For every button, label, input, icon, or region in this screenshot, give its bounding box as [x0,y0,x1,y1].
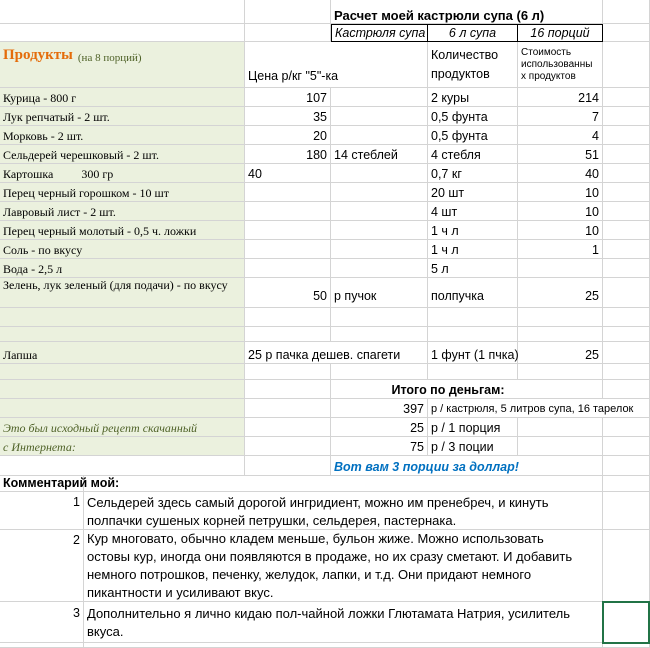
ingredient-price[interactable]: 35 [245,107,331,126]
ingredient-price[interactable]: 107 [245,88,331,107]
cell-empty[interactable] [603,24,650,42]
price-header[interactable]: Цена р/кг "5"-ка [245,42,428,88]
cell-empty[interactable] [518,327,603,342]
comment-number[interactable]: 2 [0,530,84,602]
cost-header-line1: Стоимость [521,46,572,58]
ingredient-price[interactable] [245,183,331,202]
cell-empty[interactable] [603,530,650,602]
cell-empty[interactable] [0,364,245,380]
cell-empty[interactable] [603,476,650,492]
cell-empty[interactable] [518,308,603,327]
cell-empty[interactable] [245,437,331,456]
qty-header[interactable] [428,42,518,88]
ingredient-cost[interactable]: 7 [518,107,603,126]
cell-empty[interactable] [603,364,650,380]
cell-empty[interactable] [331,364,428,380]
ingredient-cost[interactable]: 214 [518,88,603,107]
ingredient-price[interactable]: 20 [245,126,331,145]
comment-line: остовы кур, иногда они появляются в продаже, но их сразу сметают. И добавить [87,549,573,564]
comment-line: пикантности и усиливают вкус. [87,585,274,600]
total-portion-value[interactable]: 25 [331,418,428,437]
ingredient-price[interactable] [245,240,331,259]
cell-empty[interactable] [0,308,245,327]
ingredient-qty[interactable]: 20 шт [428,183,518,202]
cost-header[interactable] [518,42,603,88]
ingredient-qty[interactable]: 0,7 кг [428,164,518,183]
ingredient-cost[interactable]: 51 [518,145,603,164]
cell-empty[interactable] [331,327,428,342]
ingredient-name[interactable]: Лапша [0,342,245,364]
source-note-line1[interactable]: Это был исходный рецепт скачанный [0,418,245,437]
ingredient-price-note[interactable] [331,221,428,240]
cell-empty[interactable] [518,364,603,380]
cell-empty[interactable] [603,126,650,145]
cell-empty[interactable] [84,643,603,648]
ingredient-qty[interactable]: 4 шт [428,202,518,221]
ingredient-qty[interactable]: 2 куры [428,88,518,107]
ingredient-name[interactable]: Зелень, лук зеленый (для подачи) - по вкусу [0,278,245,308]
cell-empty[interactable] [331,308,428,327]
ingredient-price-note[interactable] [331,164,428,183]
qty-header-line1: Количество [431,48,499,62]
cell-empty[interactable] [603,107,650,126]
ingredient-name[interactable]: Морковь - 2 шт. [0,126,245,145]
comment-line: Кур многовато, обычно кладем меньше, бульон жиже. Можно использовать [87,531,544,546]
cell-empty[interactable] [0,643,84,648]
ingredient-qty[interactable]: 0,5 фунта [428,107,518,126]
ingredient-name-extra: 300 гр [81,167,114,181]
products-note: (на 8 порций) [77,52,142,64]
ingredient-cost[interactable]: 25 [518,342,603,364]
cell-empty[interactable] [603,418,650,437]
ingredient-name[interactable]: Сельдерей черешковый - 2 шт. [0,145,245,164]
comment-line: вкуса. [87,624,124,639]
cell-empty[interactable] [245,327,331,342]
cell-empty[interactable] [245,24,331,42]
cell-empty[interactable] [84,476,603,492]
cell-empty[interactable] [603,202,650,221]
ingredient-name[interactable]: Лавровый лист - 2 шт. [0,202,245,221]
cell-empty[interactable] [428,327,518,342]
cell-empty[interactable] [603,308,650,327]
ingredient-qty[interactable]: 1 ч л [428,240,518,259]
cell-empty[interactable] [0,0,245,24]
cell-empty[interactable] [603,0,650,24]
ingredient-qty[interactable]: 5 л [428,259,518,278]
ingredient-name: Картошка [3,167,54,181]
cell-empty[interactable] [603,183,650,202]
ingredient-qty[interactable]: 0,5 фунта [428,126,518,145]
active-cell-selection[interactable] [602,601,650,644]
ingredient-qty[interactable]: 4 стебля [428,145,518,164]
ingredient-cost[interactable]: 40 [518,164,603,183]
ingredient-qty[interactable]: 1 ч л [428,221,518,240]
portions-label[interactable]: 16 порций [518,24,603,42]
ingredient-qty[interactable]: 1 фунт (1 пчка) [428,342,518,364]
ingredient-price[interactable] [245,221,331,240]
ingredient-cost[interactable]: 4 [518,126,603,145]
cell-empty[interactable] [245,364,331,380]
ingredient-price-note[interactable] [331,88,428,107]
pot-label[interactable]: Кастрюля супа [331,24,428,42]
products-title: Продукты [3,47,73,63]
ingredient-qty[interactable]: полпучка [428,278,518,308]
total-three-label[interactable]: р / 3 поции [428,437,518,456]
total-pot-label[interactable]: р / кастрюля, 5 литров супа, 16 тарелок [428,399,650,418]
cell-empty[interactable] [603,342,650,364]
cell-empty[interactable] [603,259,650,278]
products-header[interactable] [0,42,245,88]
comments-header[interactable]: Комментарий мой: [0,476,84,492]
cell-empty[interactable] [245,308,331,327]
ingredient-price-note[interactable]: 14 стеблей [331,145,428,164]
cell-empty[interactable] [603,164,650,183]
cell-empty[interactable] [0,456,245,476]
ingredient-name-cell[interactable] [0,164,245,183]
ingredient-price-note[interactable] [331,126,428,145]
comment-text[interactable] [84,602,603,643]
ingredient-price[interactable]: 40 [245,164,331,183]
ingredient-price-note[interactable]: р пучок [331,278,428,308]
source-note-line2[interactable]: с Интернета: [0,437,245,456]
cell-empty[interactable] [603,327,650,342]
total-three-value[interactable]: 75 [331,437,428,456]
cell-empty[interactable] [0,380,245,399]
cell-empty[interactable] [245,456,331,476]
ingredient-price-note[interactable] [331,202,428,221]
total-pot-value[interactable]: 397 [331,399,428,418]
ingredient-cost[interactable]: 10 [518,202,603,221]
cell-empty[interactable] [603,380,650,399]
comment-line: полпачки сушеных корней петрушки, сельдерея, пастернака. [87,513,457,528]
comment-line: немного потрошков, печенку, желудок, лапки, и т.д. Они придают немного [87,567,532,582]
cell-empty[interactable] [0,24,245,42]
cell-empty[interactable] [603,42,650,88]
comment-number[interactable]: 3 [0,602,84,643]
liters-label[interactable]: 6 л супа [428,24,518,42]
cell-empty[interactable] [603,221,650,240]
qty-header-line2: продуктов [431,67,490,81]
ingredient-price-note[interactable] [331,107,428,126]
ingredient-price-note[interactable] [331,240,428,259]
cell-empty[interactable] [603,88,650,107]
ingredient-name[interactable]: Лук репчатый - 2 шт. [0,107,245,126]
cell-empty[interactable] [428,308,518,327]
ingredient-name[interactable]: Перец черный горошком - 10 шт [0,183,245,202]
comment-line: Сельдерей здесь самый дорогой ингридиент, можно им пренебреч, и кинуть [87,495,549,510]
ingredient-cost[interactable]: 1 [518,240,603,259]
ingredient-price[interactable]: 50 [245,278,331,308]
cell-empty[interactable] [428,364,518,380]
ingredient-cost[interactable]: 25 [518,278,603,308]
ingredient-price[interactable]: 180 [245,145,331,164]
ingredient-name[interactable]: Соль - по вкусу [0,240,245,259]
cost-header-line2: использованны [521,58,593,70]
ingredient-name[interactable]: Перец черный молотый - 0,5 ч. ложки [0,221,245,240]
cell-empty[interactable] [518,418,603,437]
page-title[interactable]: Расчет моей кастрюли супа (6 л) [331,0,603,24]
ingredient-price[interactable] [245,259,331,278]
comment-number[interactable]: 1 [0,492,84,530]
ingredient-price[interactable] [245,202,331,221]
cell-empty[interactable] [0,399,245,418]
cell-empty[interactable] [603,492,650,530]
cell-empty[interactable] [603,278,650,308]
cell-empty[interactable] [0,327,245,342]
cell-empty[interactable] [603,145,650,164]
comment-text[interactable] [84,530,603,602]
total-portion-label[interactable]: р / 1 порция [428,418,518,437]
highlight-message[interactable]: Вот вам 3 порции за доллар! [331,456,603,476]
totals-header[interactable]: Итого по деньгам: [331,380,603,399]
ingredient-price-note[interactable] [331,259,428,278]
cell-empty[interactable] [518,437,603,456]
cell-empty[interactable] [245,418,331,437]
cell-empty[interactable] [245,399,331,418]
ingredient-price-note[interactable] [331,183,428,202]
ingredient-name[interactable]: Вода - 2,5 л [0,259,245,278]
cell-empty[interactable] [603,240,650,259]
ingredient-cost[interactable]: 10 [518,183,603,202]
cell-empty[interactable] [245,380,331,399]
ingredient-cost[interactable] [518,259,603,278]
ingredient-price-note[interactable]: 25 р пачка дешев. спагети [245,342,428,364]
ingredient-name[interactable]: Курица - 800 г [0,88,245,107]
ingredient-cost[interactable]: 10 [518,221,603,240]
cell-empty[interactable] [603,437,650,456]
comment-line: Дополнительно я лично кидаю пол-чайной ложки Глютамата Натрия, усилитель [87,606,571,621]
cost-header-line3: х продуктов [521,70,576,82]
cell-empty[interactable] [603,456,650,476]
comment-text[interactable] [84,492,603,530]
cell-empty[interactable] [245,0,331,24]
